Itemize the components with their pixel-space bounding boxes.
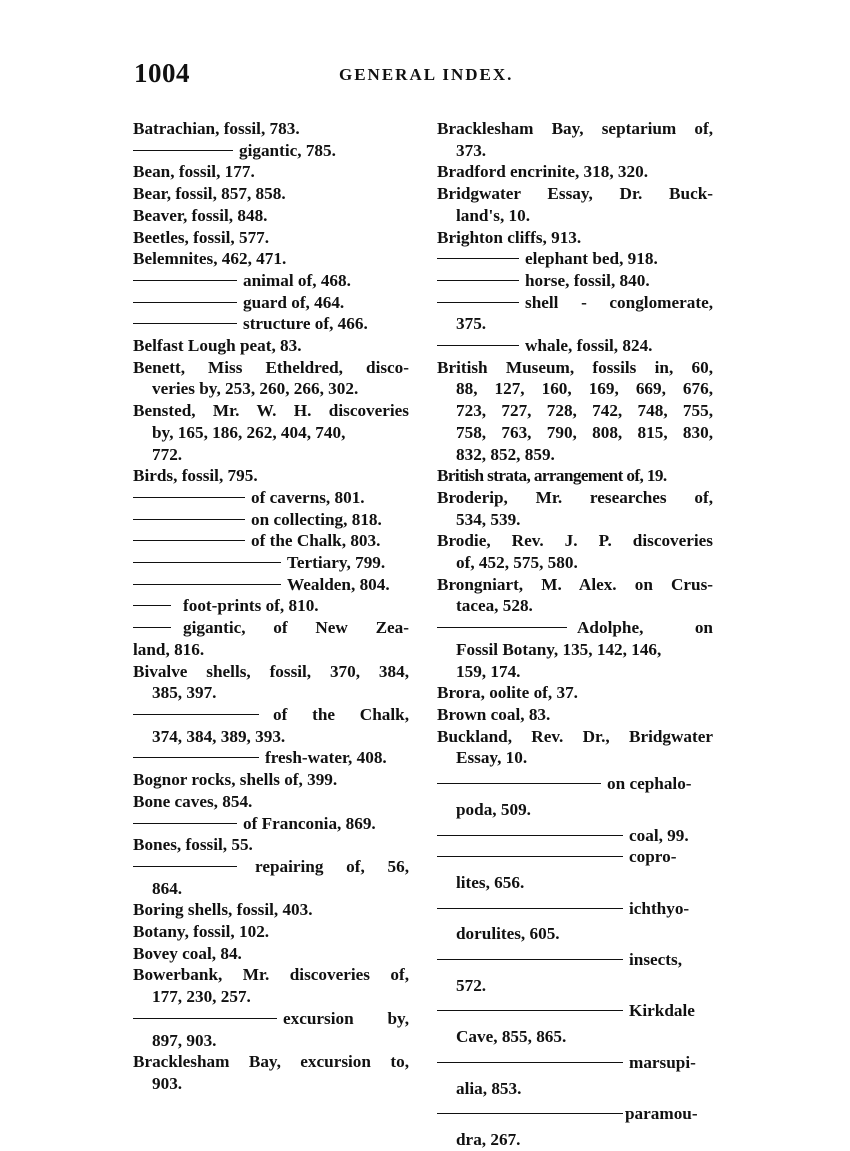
index-subentry: elephant bed, 918. <box>437 248 713 270</box>
ditto-rule <box>133 540 245 541</box>
ditto-rule <box>437 835 623 836</box>
ditto-rule <box>133 823 237 824</box>
index-subentry: excursion by, 897, 903. <box>133 1008 409 1051</box>
index-subentry: marsupi- alia, 853. <box>437 1052 713 1099</box>
index-subentry: insects, 572. <box>437 949 713 996</box>
index-subentry: repairing of, 56, 864. <box>133 856 409 899</box>
index-subentry: of the Chalk, 374, 384, 389, 393. <box>133 704 409 747</box>
index-subentry: fresh-water, 408. <box>133 747 409 769</box>
index-entry: Bear, fossil, 857, 858. <box>133 184 286 204</box>
index-subentry: paramou- dra, 267. <box>437 1103 713 1150</box>
index-subentry: gigantic, of New Zea- land, 816. <box>133 618 409 659</box>
ditto-rule <box>133 562 281 563</box>
index-entry: Batrachian, fossil, 783. <box>133 119 300 138</box>
index-subentry: on collecting, 818. <box>133 509 409 531</box>
ditto-rule <box>133 302 237 303</box>
index-entry: Brongniart, M. Alex. on Crus- tacea, 528. <box>437 574 713 616</box>
index-entry: British strata, arrangement of, 19. <box>437 466 667 486</box>
ditto-rule <box>437 1062 623 1063</box>
ditto-rule <box>437 1010 623 1011</box>
index-entry: Buckland, Rev. Dr., Bridgwater Essay, 10. <box>437 726 713 768</box>
index-entry: Belemnites, 462, 471. <box>133 249 287 269</box>
index-entry: Botany, fossil, 102. <box>133 922 270 942</box>
ditto-rule <box>437 1113 623 1114</box>
ditto-rule <box>133 497 245 498</box>
ditto-rule <box>437 345 519 346</box>
index-subentry: structure of, 466. <box>133 313 409 335</box>
ditto-rule <box>133 150 233 151</box>
index-entry: Beetles, fossil, 577. <box>133 227 270 247</box>
ditto-rule <box>437 959 623 960</box>
index-subentry: foot-prints of, 810. <box>133 595 409 617</box>
ditto-rule <box>133 323 237 324</box>
index-entry: British Museum, fossils in, 60, 88, 127, 160, 169, 669, 676, 723, 727, 728, 742, 748, 755, 758, 763, 790, 808, 815, 830, 832, 852, 859. <box>437 357 713 464</box>
index-entry: Beaver, fossil, 848. <box>133 205 268 225</box>
index-subentry: Kirkdale Cave, 855, 865. <box>437 1000 713 1047</box>
index-subentry: of the Chalk, 803. <box>133 530 409 552</box>
index-entry: Belfast Lough peat, 83. <box>133 336 302 356</box>
ditto-rule <box>133 627 171 628</box>
index-entry: Bognor rocks, shells of, 399. <box>133 770 338 790</box>
index-entry: Benett, Miss Etheldred, disco- veries by, 253, 260, 266, 302. <box>133 357 409 399</box>
index-subentry: coal, 99. <box>437 825 713 847</box>
index-subentry: Tertiary, 799. <box>133 552 409 574</box>
ditto-rule <box>437 280 519 281</box>
ditto-rule <box>437 856 623 857</box>
index-entry: Bowerbank, Mr. discoveries of, 177, 230, 257. <box>133 965 409 1007</box>
index-entry: Bovey coal, 84. <box>133 943 242 963</box>
index-entry: Brora, oolite of, 37. <box>437 683 578 703</box>
ditto-rule <box>437 627 567 628</box>
index-column-right <box>437 118 713 1151</box>
index-subentry: on cephalo- poda, 509. <box>437 773 713 820</box>
index-entry: Bensted, Mr. W. H. discoveries by, 165, 186, 262, 404, 740, 772. <box>133 401 409 464</box>
ditto-rule <box>437 783 601 784</box>
index-subentry: copro- lites, 656. <box>437 846 713 893</box>
index-subentry: horse, fossil, 840. <box>437 270 713 292</box>
running-title: GENERAL INDEX. <box>339 65 514 84</box>
index-entry: Bracklesham Bay, excursion to, 903. <box>133 1052 409 1093</box>
page-number: 1004 <box>134 58 190 88</box>
index-column-left <box>133 118 409 1095</box>
index-subentry: Adolphe, on Fossil Botany, 135, 142, 146, 159, 174. <box>437 617 713 682</box>
ditto-rule <box>133 757 259 758</box>
index-subentry: whale, fossil, 824. <box>437 335 713 357</box>
index-subentry: Wealden, 804. <box>133 574 409 596</box>
index-entry: Brodie, Rev. J. P. discoveries of, 452, 575, 580. <box>437 531 713 573</box>
index-entry: Broderip, Mr. researches of, 534, 539. <box>437 487 713 529</box>
index-subentry: of caverns, 801. <box>133 487 409 509</box>
index-entry: Bracklesham Bay, septarium of, 373. <box>437 119 713 160</box>
index-entry: Bradford encrinite, 318, 320. <box>437 162 649 182</box>
index-entry: Bone caves, 854. <box>133 791 253 811</box>
index-entry: Bones, fossil, 55. <box>133 835 253 855</box>
index-subentry: ichthyo- dorulites, 605. <box>437 898 713 945</box>
ditto-rule <box>133 280 237 281</box>
ditto-rule <box>133 584 281 585</box>
ditto-rule <box>437 258 519 259</box>
ditto-rule <box>133 519 245 520</box>
ditto-rule <box>437 908 623 909</box>
ditto-rule <box>133 605 171 606</box>
index-entry: Birds, fossil, 795. <box>133 466 258 486</box>
page-header <box>134 58 714 94</box>
index-entry: Brighton cliffs, 913. <box>437 227 582 247</box>
index-subentry: of Franconia, 869. <box>133 813 409 835</box>
ditto-rule <box>133 1018 277 1019</box>
index-subentry: gigantic, 785. <box>133 140 409 162</box>
ditto-rule <box>133 866 237 867</box>
index-entry: Bean, fossil, 177. <box>133 162 255 182</box>
index-entry: Bridgwater Essay, Dr. Buck- land's, 10. <box>437 184 713 225</box>
ditto-rule <box>133 714 259 715</box>
index-entry: Boring shells, fossil, 403. <box>133 900 313 920</box>
index-subentry: shell - conglomerate, 375. <box>437 292 713 335</box>
index-entry: Brown coal, 83. <box>437 704 551 724</box>
ditto-rule <box>437 302 519 303</box>
index-subentry: guard of, 464. <box>133 292 409 314</box>
index-subentry: animal of, 468. <box>133 270 409 292</box>
index-entry: Bivalve shells, fossil, 370, 384, 385, 397. <box>133 661 409 703</box>
